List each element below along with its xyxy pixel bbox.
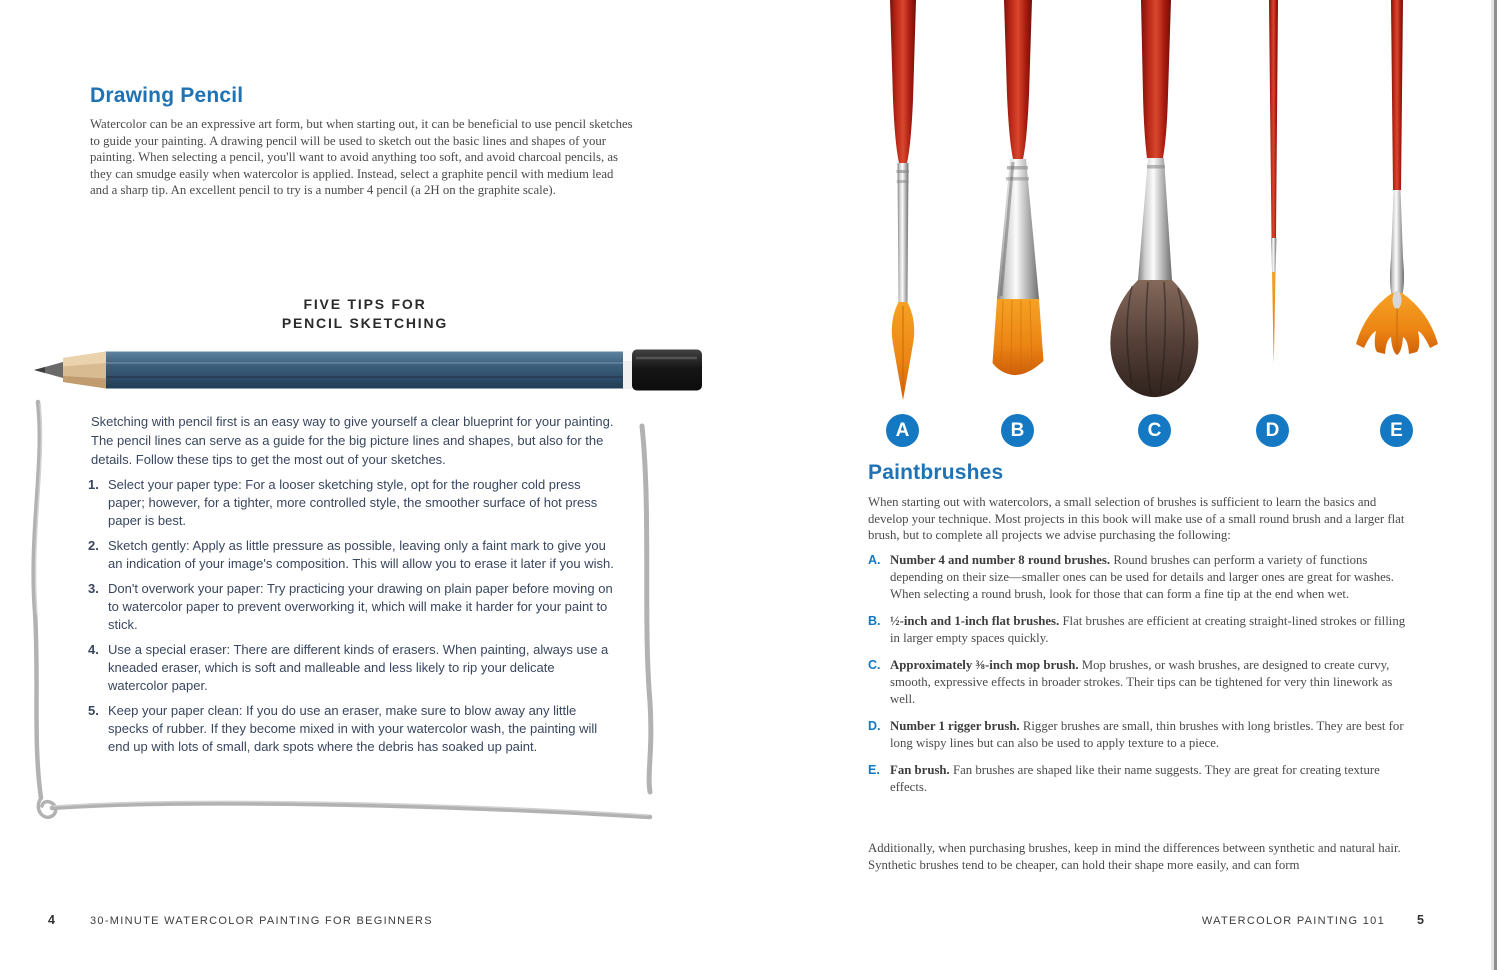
brush-item-d: [868, 718, 1418, 752]
brush-item-lead: ½-inch and 1-inch flat brushes.: [890, 614, 1060, 628]
tip-item-5: [88, 702, 616, 756]
left-footer-title: 30-MINUTE WATERCOLOR PAINTING FOR BEGINNERS: [90, 915, 433, 927]
brush-item-letter: D.: [868, 719, 881, 733]
tip-number: 2.: [88, 538, 99, 553]
tip-number: 5.: [88, 703, 99, 718]
brush-label-c: C: [1138, 414, 1171, 447]
flat-brush: [993, 0, 1044, 375]
fan-brush: [1356, 0, 1438, 355]
closing-paragraph: Additionally, when purchasing brushes, keep in mind the differences between synthetic and natural hair. Synthetic brushes tend to be cheaper, can hold their shape more easily, and can form: [868, 841, 1401, 872]
right-footer-title: WATERCOLOR PAINTING 101: [1201, 915, 1385, 927]
brush-label-d: D: [1256, 414, 1289, 447]
drawing-pencil-intro: Watercolor can be an expressive art form, but when starting out, it can be beneficial to use pencil sketches to guide your painting. A drawing pencil will be used to sketch out the basic lines and shapes of your painting. When selecting a pencil, you'll want to avoid anything too soft, and avoid charcoal pencils, as they can smudge easily when watercolor is applied. Instead, select a graphite pencil with medium lead and a sharp tip. An excellent pencil to try is a number 4 pencil (a 2H on the graphite scale).: [90, 117, 633, 198]
pencil-photo: [32, 349, 722, 391]
mop-brush: [1110, 0, 1198, 397]
tip-item-4: [88, 641, 616, 695]
brush-item-text: Flat brushes are efficient at creating straight-lined strokes or filling in larger empty spaces quickly.: [890, 614, 1406, 645]
right-page-title: Paintbrushes: [868, 461, 1004, 484]
brush-item-lead: Number 1 rigger brush.: [890, 719, 1020, 733]
brush-list: [868, 552, 1418, 806]
tips-intro: Sketching with pencil first is an easy way to give yourself a clear blueprint for your painting. The pencil lines can serve as a guide for the big picture lines and shapes, but also for the details. Follow these tips to get the most out of your sketches.: [91, 414, 614, 467]
tip-number: 1.: [88, 477, 99, 492]
brush-item-e: [868, 762, 1418, 796]
paintbrushes-intro: When starting out with watercolors, a small selection of brushes is sufficient to learn the basics and develop your technique. Most projects in this book will make use of a small round brush and a larger flat brush, but to complete all projects we advise purchasing the following:: [868, 495, 1405, 543]
tips-box-title-line2: PENCIL SKETCHING: [281, 315, 449, 331]
tip-text: Don't overwork your paper: Try practicing your drawing on plain paper before moving on to watercolor paper to prevent overworking it, which will make it harder for your paint to stick.: [108, 581, 613, 632]
brush-label-b: B: [1001, 414, 1034, 447]
rigger-brush: [1269, 0, 1278, 364]
right-page-number: 5: [1417, 913, 1424, 927]
brush-item-letter: B.: [868, 614, 881, 628]
tip-item-2: [88, 537, 616, 573]
page-edge-line: [1494, 0, 1497, 970]
left-page-title: Drawing Pencil: [90, 84, 244, 107]
brush-item-letter: C.: [868, 658, 881, 672]
tips-box-title: [205, 295, 525, 333]
tips-box-title-line1: FIVE TIPS FOR: [303, 296, 427, 312]
brush-item-text: Fan brushes are shaped like their name suggests. They are great for creating texture effects.: [890, 763, 1380, 794]
brush-label-a: A: [886, 414, 919, 447]
tip-number: 3.: [88, 581, 99, 596]
paintbrushes-photo: [860, 0, 1500, 402]
round-brush: [890, 0, 916, 400]
brush-item-letter: E.: [868, 763, 880, 777]
brush-item-lead: Approximately ⅜-inch mop brush.: [890, 658, 1079, 672]
tip-text: Keep your paper clean: If you do use an eraser, make sure to blow away any little specks of rubber. If they become mixed in with your watercolor wash, the painting will end up with lots of small, dark spots where the debris has soaked up paint.: [108, 703, 598, 754]
brush-item-c: [868, 657, 1418, 708]
brush-item-letter: A.: [868, 553, 881, 567]
tip-number: 4.: [88, 642, 99, 657]
brush-item-b: [868, 613, 1418, 647]
tips-list: [88, 476, 616, 763]
brush-item-lead: Number 4 and number 8 round brushes.: [890, 553, 1111, 567]
tip-text: Use a special eraser: There are different kinds of erasers. When painting, always use a kneaded eraser, which is soft and malleable and less likely to rip your delicate watercolor paper.: [108, 642, 609, 693]
tip-item-3: [88, 580, 616, 634]
brush-item-a: [868, 552, 1418, 603]
brush-item-text: Round brushes can perform a variety of functions depending on their size—smaller ones can be used for details and larger ones are great for washes. When selecting a round brush, look for those that can form a fine tip at the end when wet.: [890, 553, 1394, 601]
brush-item-text: Mop brushes, or wash brushes, are designed to create curvy, smooth, expressive effects in broader strokes. Their tips can be tightened for very thin linework as well.: [890, 658, 1393, 706]
left-page-number: 4: [48, 913, 55, 927]
tip-text: Select your paper type: For a looser sketching style, opt for the rougher cold press paper; however, for a tighter, more controlled style, the smoother surface of hot press paper is best.: [108, 477, 598, 528]
tip-item-1: [88, 476, 616, 530]
brush-item-text: Rigger brushes are small, thin brushes with long bristles. They are best for long wispy lines but can also be used to apply texture to a piece.: [890, 719, 1404, 750]
brush-label-e: E: [1380, 414, 1413, 447]
brush-item-lead: Fan brush.: [890, 763, 950, 777]
tip-text: Sketch gently: Apply as little pressure as possible, leaving only a faint mark to give you an indication of your image's composition. This will allow you to erase it later if you wish.: [108, 538, 614, 571]
